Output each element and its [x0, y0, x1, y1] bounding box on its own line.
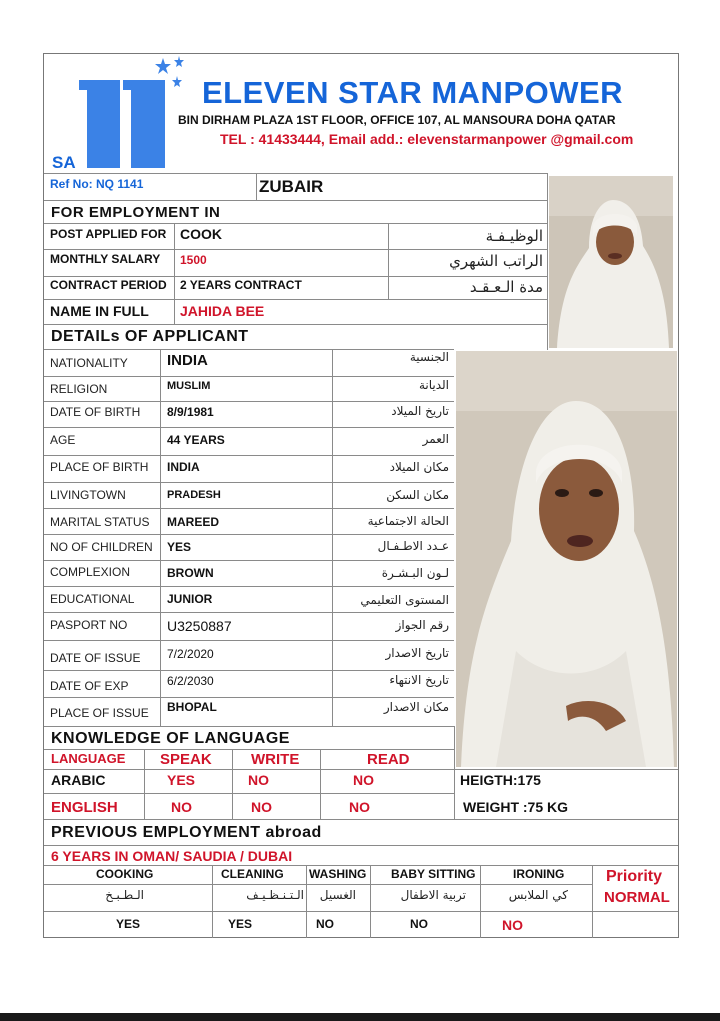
children-arabic: عـدد الاطـفـال [377, 539, 449, 553]
contract-period-arabic: مدة الـعـقـد [469, 278, 543, 296]
education-value: JUNIOR [167, 592, 213, 606]
issue-date-value: 7/2/2020 [167, 647, 214, 661]
children-label: NO OF CHILDREN [50, 540, 153, 554]
write-header: WRITE [251, 751, 300, 768]
place-of-issue-label: PLACE OF ISSUE [50, 706, 149, 720]
skill-washing-arabic: الغسيل [319, 888, 356, 902]
marital-status-arabic: الحالة الاجتماعية [367, 514, 449, 528]
children-value: YES [167, 540, 192, 554]
marital-status-value: MAREED [167, 515, 220, 529]
expiry-date-label: DATE OF EXP [50, 679, 129, 693]
livingtown-label: LIVINGTOWN [50, 488, 126, 502]
contract-period-label: CONTRACT PERIOD [50, 278, 167, 292]
company-contact: TEL : 41433444, Email add.: elevenstarmanpower @gmail.com [220, 131, 634, 147]
company-address: BIN DIRHAM PLAZA 1ST FLOOR, OFFICE 107, AL MANSOURA DOHA QATAR [178, 113, 616, 127]
skill-cleaning-label: CLEANING [221, 867, 284, 881]
skill-cooking-arabic: الـطـبـخ [105, 888, 144, 902]
passport-label: PASPORT NO [50, 618, 128, 632]
skill-ironing-arabic: كي الملابس [508, 888, 568, 902]
education-arabic: المستوى التعليمي [360, 593, 449, 607]
monthly-salary-label: MONTHLY SALARY [50, 252, 161, 266]
monthly-salary-arabic: الراتب الشهري [449, 252, 543, 270]
complexion-value: BROWN [167, 566, 214, 580]
english-speak: NO [171, 799, 192, 815]
full-name-value: JAHIDA BEE [180, 303, 265, 319]
arabic-language: ARABIC [51, 772, 106, 788]
logo-number [120, 65, 121, 66]
weight-value: WEIGHT :75 KG [463, 799, 569, 815]
complexion-label: COMPLEXION [50, 565, 131, 579]
skill-babysitting-arabic: تربية الاطفال [400, 888, 466, 902]
post-applied-value: COOK [180, 226, 222, 242]
religion-value: MUSLIM [167, 380, 211, 392]
place-of-issue-value: BHOPAL [167, 700, 217, 714]
skill-washing-value: NO [316, 917, 334, 931]
previous-summary: 6 YEARS IN OMAN/ SAUDIA / DUBAI [51, 848, 293, 864]
dob-value: 8/9/1981 [167, 405, 214, 419]
skill-babysitting-value: NO [410, 917, 428, 931]
section-language-title: KNOWLEDGE OF LANGUAGE [51, 730, 290, 747]
issue-date-arabic: تاريخ الاصدار [385, 646, 449, 660]
post-applied-arabic: الوظيـفـة [485, 227, 543, 245]
ref-number: Ref No: NQ 1141 [50, 177, 144, 191]
applicant-photo-large [456, 351, 677, 767]
religion-label: RELIGION [50, 382, 108, 396]
skill-cooking-label: COOKING [96, 867, 154, 881]
age-arabic: العمر [422, 432, 449, 446]
skill-cleaning-value: YES [228, 917, 253, 931]
complexion-arabic: لـون البـشـرة [381, 566, 449, 580]
agent-name: ZUBAIR [259, 177, 324, 196]
company-name: ELEVEN STAR MANPOWER [202, 75, 624, 110]
speak-header: SPEAK [160, 751, 212, 768]
expiry-date-arabic: تاريخ الانتهاء [389, 673, 449, 687]
passport-value: U3250887 [167, 618, 232, 634]
dob-arabic: تاريخ الميلاد [391, 404, 449, 418]
priority-label: Priority [606, 868, 663, 885]
nationality-arabic: الجنسية [409, 350, 449, 364]
livingtown-value: PRADESH [167, 489, 221, 501]
nationality-label: NATIONALITY [50, 356, 128, 370]
skill-ironing-value: NO [502, 917, 523, 933]
marital-status-label: MARITAL STATUS [50, 515, 150, 529]
livingtown-arabic: مكان السكن [386, 488, 449, 502]
age-label: AGE [50, 433, 76, 447]
skill-ironing-label: IRONING [513, 867, 565, 881]
monthly-salary-value: 1500 [180, 253, 207, 267]
skill-cooking-value: YES [116, 917, 141, 931]
full-name-label: NAME IN FULL [50, 303, 149, 319]
passport-arabic: رقم الجواز [395, 618, 449, 632]
logo-prefix: SA [52, 153, 76, 172]
skill-cleaning-arabic: الـتـنـظـيـف [246, 888, 304, 902]
dob-label: DATE OF BIRTH [50, 405, 141, 419]
arabic-write: NO [248, 772, 269, 788]
religion-arabic: الديانة [418, 378, 449, 392]
section-employment-title: FOR EMPLOYMENT IN [51, 204, 221, 221]
arabic-speak: YES [167, 772, 196, 788]
priority-value: NORMAL [604, 889, 670, 906]
age-value: 44 YEARS [167, 433, 225, 447]
skill-washing-label: WASHING [309, 867, 367, 881]
english-read: NO [349, 799, 370, 815]
section-details-title: DETAILs OF APPLICANT [51, 328, 249, 345]
language-header: LANGUAGE [51, 751, 126, 766]
height-value: HEIGTH:175 [460, 772, 541, 788]
english-language: ENGLISH [51, 799, 118, 816]
place-of-birth-label: PLACE OF BIRTH [50, 460, 149, 474]
section-previous-title: PREVIOUS EMPLOYMENT abroad [51, 824, 322, 841]
post-applied-label: POST APPLIED FOR [50, 227, 167, 241]
nationality-value: INDIA [167, 352, 208, 369]
place-of-birth-value: INDIA [167, 460, 200, 474]
arabic-read: NO [353, 772, 374, 788]
expiry-date-value: 6/2/2030 [167, 674, 214, 688]
bottom-bar [0, 1013, 720, 1021]
skill-babysitting-label: BABY SITTING [391, 867, 476, 881]
contract-period-value: 2 YEARS CONTRACT [180, 278, 302, 292]
read-header: READ [367, 751, 410, 768]
education-label: EDUCATIONAL [50, 592, 135, 606]
place-of-issue-arabic: مكان الاصدار [383, 700, 449, 714]
place-of-birth-arabic: مكان الميلاد [389, 460, 449, 474]
english-write: NO [251, 799, 272, 815]
issue-date-label: DATE OF ISSUE [50, 651, 141, 665]
applicant-photo-small [549, 176, 673, 348]
